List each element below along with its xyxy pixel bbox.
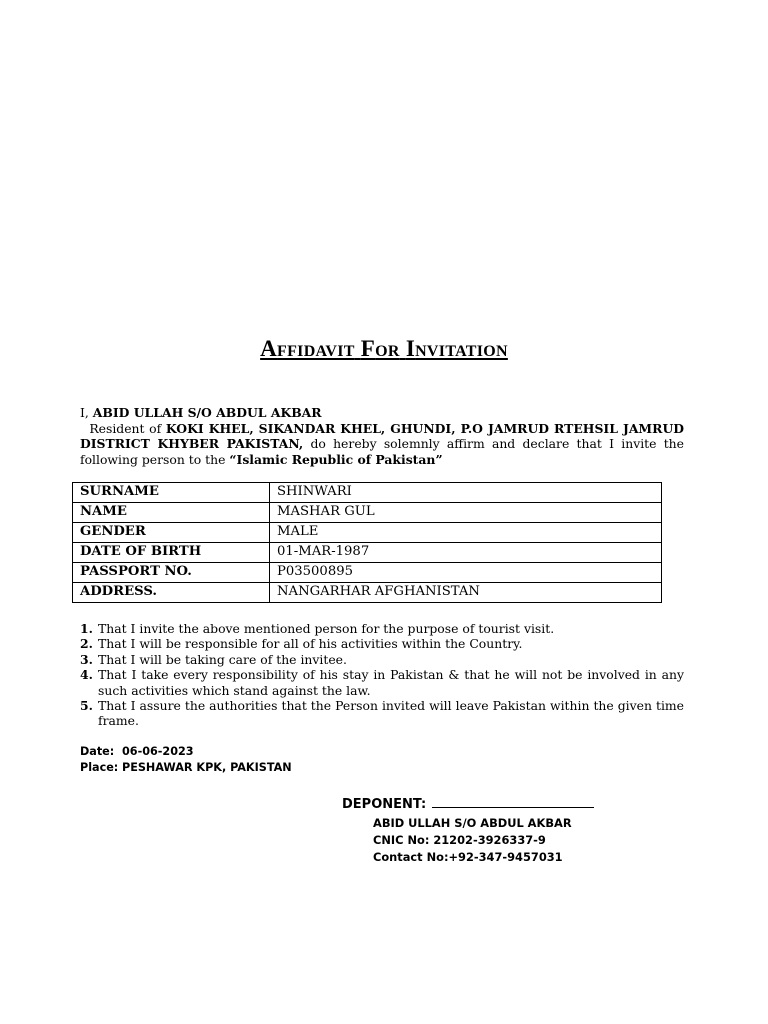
field-value: SHINWARI xyxy=(270,483,662,503)
table-row xyxy=(73,523,662,543)
clause-number: 5. xyxy=(80,698,93,714)
signature-blank xyxy=(432,796,594,808)
clause-number: 3. xyxy=(80,651,93,667)
clause-text: That I take every responsibility of his stay in Pakistan & that he will not be involved in any such activities which stand against the law. xyxy=(98,667,684,698)
list-item xyxy=(80,698,684,729)
field-value: 01-MAR-1987 xyxy=(270,543,662,563)
table-row xyxy=(73,583,662,603)
declaration-clauses xyxy=(80,621,684,729)
deponent-name: ABID ULLAH S/O ABDUL AKBAR xyxy=(373,816,572,830)
field-label: ADDRESS. xyxy=(73,583,270,603)
table-row xyxy=(73,563,662,583)
list-item xyxy=(80,621,684,636)
deponent-contact: Contact No:+92-347-9457031 xyxy=(373,850,563,864)
clause-text: That I invite the above mentioned person for the purpose of tourist visit. xyxy=(98,621,555,636)
list-item xyxy=(80,636,684,651)
field-label: NAME xyxy=(73,503,270,523)
declaration-paragraph xyxy=(80,405,684,467)
list-item xyxy=(80,652,684,667)
field-label: DATE OF BIRTH xyxy=(73,543,270,563)
deponent-label: DEPONENT: xyxy=(342,797,427,812)
table-row xyxy=(73,483,662,503)
date-label: Date: xyxy=(80,745,115,758)
date-place-block xyxy=(80,744,292,775)
table-row xyxy=(73,543,662,563)
place-label: Place: xyxy=(80,760,119,774)
declarant-name: ABID ULLAH S/O ABDUL AKBAR xyxy=(92,405,322,420)
declarant-line: I, ABID ULLAH S/O ABDUL AKBAR xyxy=(80,405,322,420)
country-name: “Islamic Republic of Pakistan” xyxy=(229,451,443,467)
clause-number: 4. xyxy=(80,667,93,683)
deponent-signature-line xyxy=(342,796,594,812)
clause-text: That I assure the authorities that the Person invited will leave Pakistan within the given time frame. xyxy=(98,698,684,729)
table-row xyxy=(73,503,662,523)
list-item xyxy=(80,667,684,698)
deponent-cnic: CNIC No: 21202-3926337-9 xyxy=(373,833,546,847)
clause-text: That I will be responsible for all of his activities within the Country. xyxy=(98,636,523,652)
field-value: P03500895 xyxy=(270,563,662,583)
invitee-details-table xyxy=(72,482,662,603)
place-line xyxy=(80,760,292,776)
field-label: GENDER xyxy=(73,523,270,543)
declarant-address: KOKI KHEL, SIKANDAR KHEL, GHUNDI, P.O JAMRUD RTEHSIL JAMRUD DISTRICT KHYBER PAKISTAN, xyxy=(80,420,684,452)
clause-number: 2. xyxy=(80,636,93,652)
place-value: PESHAWAR KPK, PAKISTAN xyxy=(122,760,292,774)
field-value: MASHAR GUL xyxy=(270,503,662,523)
field-value: NANGARHAR AFGHANISTAN xyxy=(270,583,662,603)
date-value: 06-06-2023 xyxy=(122,745,194,758)
deponent-details xyxy=(373,815,572,866)
date-line xyxy=(80,744,292,760)
declaration-text: Resident of KOKI KHEL, SIKANDAR KHEL, GHUNDI, P.O JAMRUD RTEHSIL JAMRUD DISTRICT KHYBER PAKISTAN, do hereby solemnly affirm and declare that I invite the following person to the “Islamic Republic of Pakistan” xyxy=(80,420,684,467)
field-value: MALE xyxy=(270,523,662,543)
clause-text: That I will be taking care of the invitee. xyxy=(98,651,347,667)
document-title: Affidavit For Invitation xyxy=(260,336,508,361)
field-label: SURNAME xyxy=(73,483,270,503)
clause-number: 1. xyxy=(80,621,93,636)
field-label: PASSPORT NO. xyxy=(73,563,270,583)
